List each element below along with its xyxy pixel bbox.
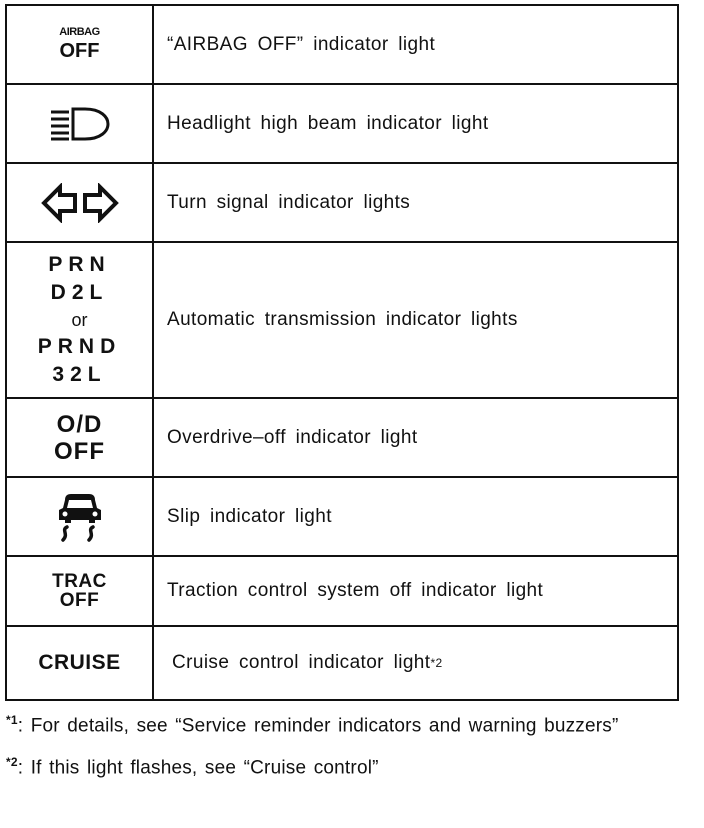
row-description: Overdrive–off indicator light bbox=[167, 426, 418, 448]
table-row bbox=[7, 627, 677, 699]
turn-signal-icon bbox=[41, 183, 119, 223]
row-description: Turn signal indicator lights bbox=[167, 191, 411, 213]
footnote-text: : For details, see “Service reminder indicators and warning buzzers” bbox=[17, 715, 619, 737]
footnote-text: : If this light flashes, see “Cruise control” bbox=[17, 757, 379, 779]
transmission-symbol bbox=[7, 243, 154, 397]
slip-icon bbox=[55, 492, 105, 542]
trac-off-symbol bbox=[7, 557, 154, 625]
symbol-line: OFF bbox=[54, 437, 105, 465]
row-description: Headlight high beam indicator light bbox=[167, 112, 489, 134]
row-description bbox=[172, 627, 443, 699]
row-description: Automatic transmission indicator lights bbox=[167, 309, 518, 330]
row-description: “AIRBAG OFF” indicator light bbox=[167, 33, 436, 55]
symbol-line: TRAC bbox=[52, 571, 107, 592]
row-description: Slip indicator light bbox=[167, 505, 332, 527]
footnote-1 bbox=[6, 713, 619, 737]
indicator-table bbox=[5, 4, 679, 701]
symbol-line: PRND bbox=[37, 335, 122, 358]
row-description-text: Cruise control indicator light bbox=[172, 652, 431, 673]
table-row bbox=[7, 557, 677, 627]
row-description: Traction control system off indicator light bbox=[167, 580, 544, 601]
airbag-symbol-top: AIRBAG bbox=[59, 26, 100, 38]
od-off-symbol bbox=[7, 399, 154, 476]
airbag-off-symbol bbox=[7, 6, 154, 83]
symbol-line: or bbox=[71, 310, 88, 330]
cruise-symbol: CRUISE bbox=[38, 651, 121, 674]
footnote-2 bbox=[6, 755, 379, 779]
footnote-ref: *2 bbox=[430, 656, 443, 670]
symbol-line: O/D bbox=[56, 410, 103, 438]
table-row bbox=[7, 478, 677, 557]
footnote-mark: *1 bbox=[6, 713, 18, 727]
symbol-line: D2L bbox=[50, 281, 109, 304]
symbol-line: 32L bbox=[52, 363, 107, 386]
table-row bbox=[7, 6, 677, 85]
airbag-symbol-bottom: OFF bbox=[59, 40, 100, 62]
symbol-line: PRN bbox=[48, 253, 111, 276]
table-row bbox=[7, 164, 677, 243]
table-row bbox=[7, 399, 677, 478]
symbol-line: OFF bbox=[59, 590, 100, 611]
headlight-high-beam-icon bbox=[49, 106, 111, 142]
table-row bbox=[7, 243, 677, 399]
table-row bbox=[7, 85, 677, 164]
footnote-mark: *2 bbox=[6, 755, 18, 769]
